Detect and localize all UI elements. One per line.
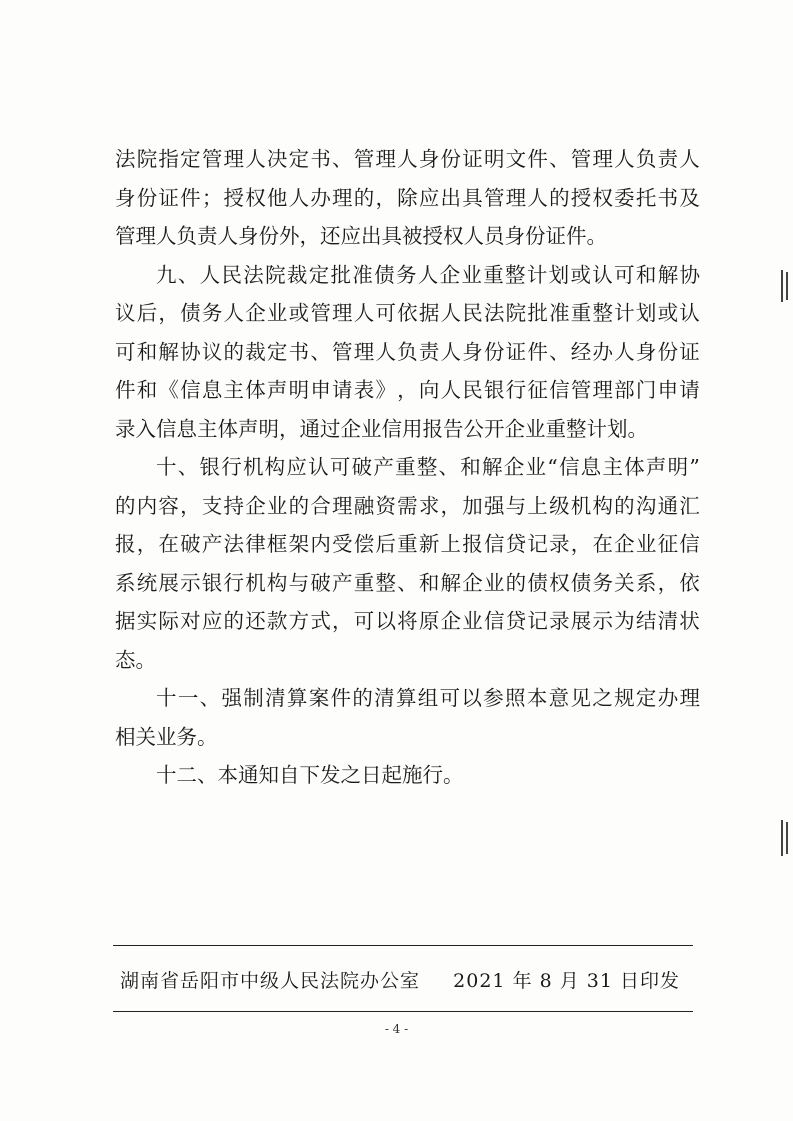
binding-mark bbox=[786, 822, 788, 854]
issuing-office: 湖南省岳阳市中级人民法院办公室 bbox=[120, 970, 421, 992]
footer-bottom-rule bbox=[113, 1011, 693, 1012]
binding-mark bbox=[786, 272, 788, 300]
text-line: 管理人负责人身份外，还应出具被授权人员身份证件。 bbox=[115, 224, 607, 248]
text-line: 态。 bbox=[115, 647, 156, 672]
text-line: 议 后 ， 债 务 人 企 业 或 管 理 人 可 依 据 人 民 法 院 批 准 重 整 计 划 或 认 bbox=[115, 301, 700, 325]
page-number: - 4 - bbox=[384, 1022, 409, 1036]
footer-top-rule bbox=[113, 945, 693, 946]
text-line: 据 实 际 对 应 的 还 款 方 式 ， 可 以 将 原 企 业 信 贷 记 录 展 示 为 结 清 状 bbox=[115, 609, 700, 633]
text-line: 相关业务。 bbox=[115, 724, 218, 749]
text-line: 报 ， 在 破 产 法 律 框 架 内 受 偿 后 重 新 上 报 信 贷 记 录 ， 在 企 业 征 信 bbox=[115, 532, 700, 556]
text-line: 系 统 展 示 银 行 机 构 与 破 产 重 整 、 和 解 企 业 的 债 权 债 务 关 系 ， 依 bbox=[115, 570, 700, 595]
binding-mark bbox=[781, 820, 783, 856]
issue-date: 2021 年 8 月 31 日印发 bbox=[453, 970, 680, 992]
binding-mark bbox=[781, 270, 783, 302]
text-line: 十二、本通知自下发之日起施行。 bbox=[156, 763, 464, 787]
text-line: 法 院 指 定 管 理 人 决 定 书 、 管 理 人 身 份 证 明 文 件 、 管 理 人 负 责 人 bbox=[115, 147, 700, 171]
text-line: 十 、 银 行 机 构 应 认 可 破 产 重 整 、 和 解 企 业 “ 信 息 主 体 声 明 ” bbox=[156, 455, 700, 479]
text-line: 可 和 解 协 议 的 裁 定 书 、 管 理 人 负 责 人 身 份 证 件 、 经 办 人 身 份 证 bbox=[115, 339, 700, 364]
text-line: 录入信息主体声明，通过企业信用报告公开企业重整计划。 bbox=[115, 416, 648, 441]
text-line: 十 一 、 强 制 清 算 案 件 的 清 算 组 可 以 参 照 本 意 见 之 规 定 办 理 bbox=[156, 686, 700, 710]
text-line: 身 份 证 件 ； 授 权 他 人 办 理 的 ， 除 应 出 具 管 理 人 的 授 权 委 托 书 及 bbox=[115, 185, 700, 210]
text-line: 的 内 容 ， 支 持 企 业 的 合 理 融 资 需 求 ， 加 强 与 上 级 机 构 的 沟 通 汇 bbox=[115, 493, 700, 518]
document-body bbox=[115, 140, 700, 795]
text-line: 件 和 《 信 息 主 体 声 明 申 请 表 》 ， 向 人 民 银 行 征 信 管 理 部 门 申 请 bbox=[115, 378, 700, 402]
text-line: 九 、 人 民 法 院 裁 定 批 准 债 务 人 企 业 重 整 计 划 或 认 可 和 解 协 bbox=[156, 262, 700, 287]
